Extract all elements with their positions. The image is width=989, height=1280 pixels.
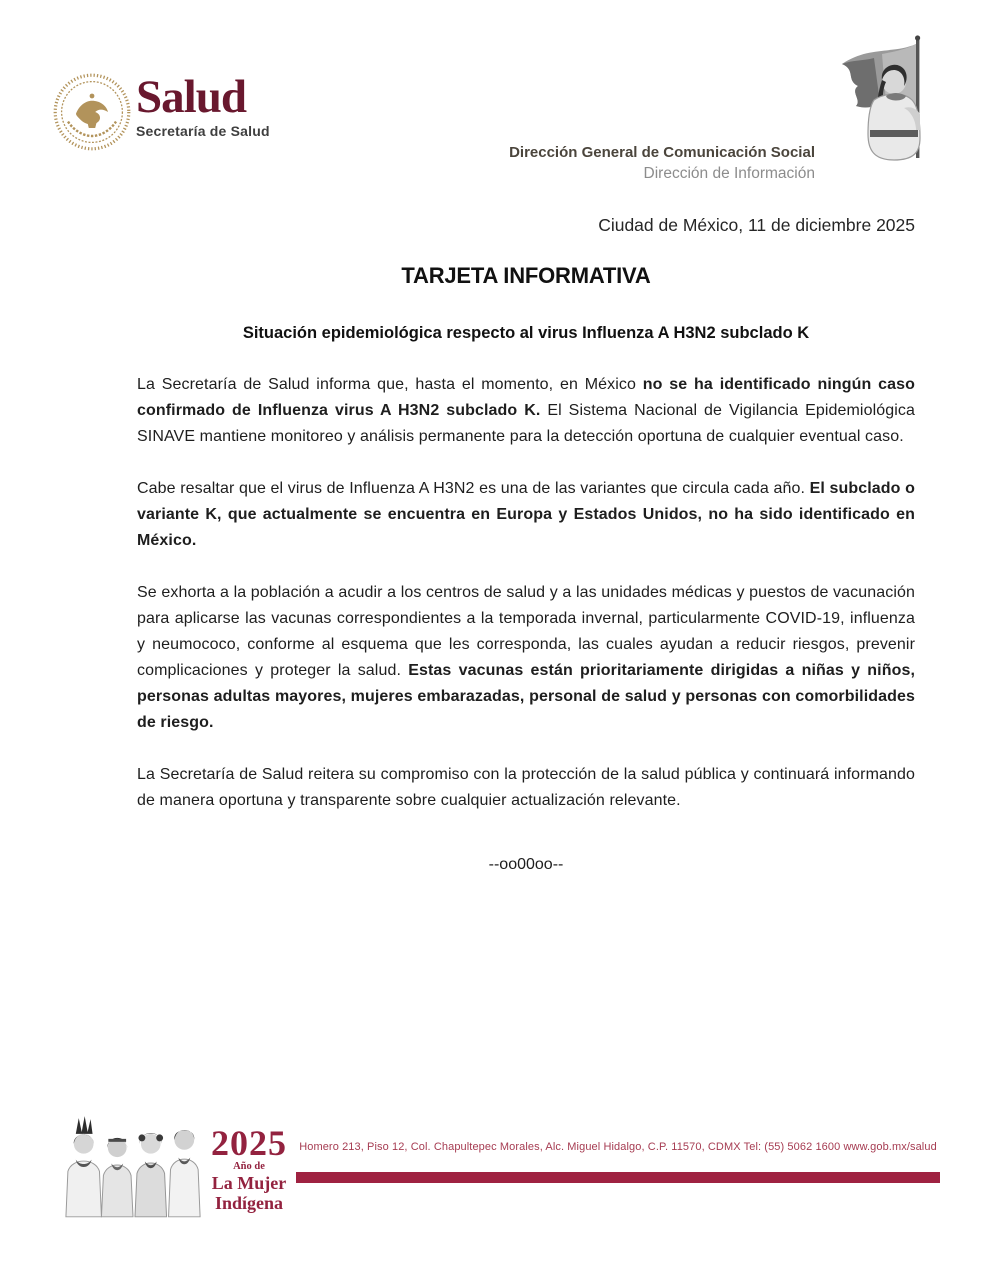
office-line-1: Dirección General de Comunicación Social	[509, 144, 815, 161]
p3-run2-bold: Estas vacunas están prioritariamente dirigidas a niñas y niños, personas adultas mayores, mujeres embarazadas, personal de salud y personas con comorbilidades de riesgo.	[137, 662, 915, 731]
footer-address: Homero 213, Piso 12, Col. Chapultepec Morales, Alc. Miguel Hidalgo, C.P. 11570, CDMX Tel: (55) 5062 1600 www.gob.mx/salud	[299, 1141, 937, 1153]
logo-wordmark-block	[136, 71, 270, 139]
year-caption-ano-de: Año de	[233, 1161, 265, 1172]
p4-run1: La Secretaría de Salud reitera su compromiso con la protección de la salud pública y continuará informando de manera oportuna y transparente sobre cualquier actualización relevante.	[137, 766, 915, 809]
p1-run2-bold: no se ha identificado ningún caso confirmado de Influenza virus A H3N2 subclado K.	[137, 376, 915, 419]
year-caption-indigena: Indígena	[214, 1193, 284, 1213]
p3-run1: Se exhorta a la población a acudir a los centros de salud y a las unidades médicas y puestos de vacunación para aplicarse las vacunas correspondientes a la temporada invernal, particularmente COVID-19, influenza y neumococo, conforme al esquema que les corresponda, las cuales ayudan a reducir riesgos, prevenir complicaciones y proteger la salud.	[137, 584, 915, 679]
closing-mark: --oo00oo--	[488, 856, 564, 873]
p2-run2-bold: El subclado o variante K, que actualmente se encuentra en Europa y Estados Unidos, no ha sido identificado en México.	[137, 480, 915, 549]
indigenous-women-illustration	[60, 1114, 208, 1218]
p1-run3: El Sistema Nacional de Vigilancia Epidemiológica SINAVE mantiene monitoreo y análisis permanente para la detección oportuna de cualquier eventual caso.	[137, 402, 915, 445]
body-column	[137, 372, 915, 874]
paragraph-2	[137, 476, 915, 554]
office-line-2: Dirección de Información	[643, 165, 815, 182]
year-caption-la-mujer: La Mujer	[211, 1173, 287, 1193]
footer-maroon-bar	[296, 1172, 940, 1183]
document-title: TARJETA INFORMATIVA	[401, 263, 651, 288]
salud-wordmark: Salud	[136, 71, 246, 123]
p1-run1: La Secretaría de Salud informa que, hasta el momento, en México	[137, 376, 643, 393]
paragraph-3	[137, 580, 915, 736]
year-2025: 2025	[211, 1123, 287, 1163]
office-block	[509, 142, 815, 185]
secretaria-caption: Secretaría de Salud	[136, 123, 270, 139]
p2-run1: Cabe resaltar que el virus de Influenza A H3N2 es una de las variantes que circula cada año.	[137, 480, 810, 497]
dateline: Ciudad de México, 11 de diciembre 2025	[598, 215, 915, 235]
document-subtitle: Situación epidemiológica respecto al virus Influenza A H3N2 subclado K	[242, 324, 810, 342]
paragraph-1	[137, 372, 915, 450]
coat-of-arms-seal-icon	[52, 72, 132, 152]
year-block	[204, 1123, 294, 1213]
paragraph-4	[137, 762, 915, 814]
woman-with-flag-illustration	[816, 30, 966, 170]
